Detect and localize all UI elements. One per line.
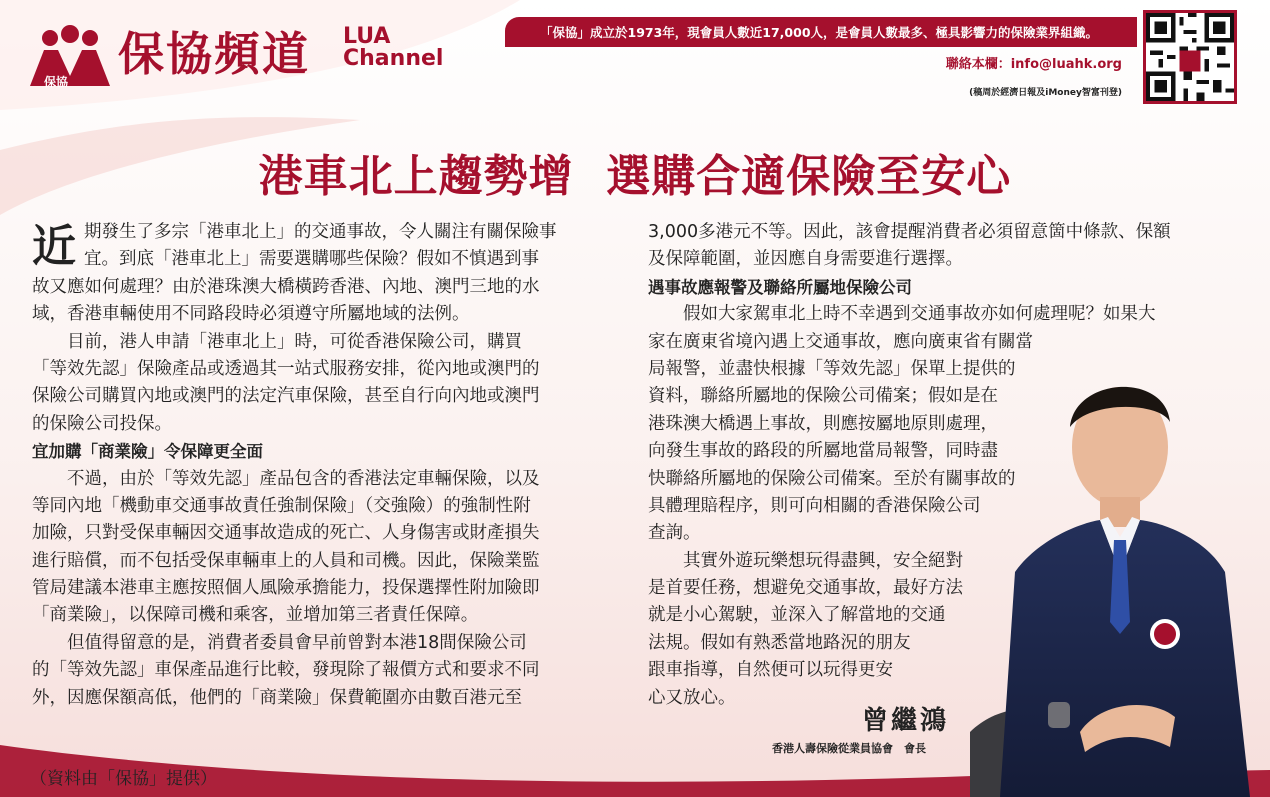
paragraph-line: 管局建議本港車主應按照個人風險承擔能力，投保選擇性附加險即 [32,578,540,599]
paragraph-line: 假如大家駕車北上時不幸遇到交通事故亦如何處理呢？如果大 [683,304,1156,325]
author-name: 曾繼鴻 [862,706,950,736]
paragraph-line: 外，因應保額高低，他們的「商業險」保費範圍亦由數百港元至 [32,687,522,708]
paragraph-line: 故又應如何處理？由於港珠澳大橋橫跨香港、內地、澳門三地的水 [32,276,540,297]
article-column-left [32,219,622,712]
article-headline: 港車北上趨勢增 選購合適保險至安心 [258,151,1012,202]
author-title: 香港人壽保險從業員協會 會長 [772,742,926,755]
paragraph-line: 的「等效先認」車保產品進行比較，發現除了報價方式和要求不同 [32,660,540,681]
drop-cap: 近 [32,221,76,272]
paragraph-line: 加險，只對受保車輛因交通事故造成的死亡、人身傷害或財產損失 [32,523,540,544]
paragraph-line: 快聯絡所屬地的保險公司備案。至於有關事故的 [648,468,1016,489]
paragraph-line: 的保險公司投保。 [32,413,172,434]
lua-logo-icon [28,24,112,90]
paragraph-line: 法規。假如有熟悉當地路況的朋友 [648,632,911,653]
paragraph-line: 等同內地「機動車交通事故責任強制保險」（交強險）的強制性附 [32,495,531,516]
paragraph-line: 家在廣東省境內遇上交通事故，應向廣東省有關當 [648,331,1033,352]
paragraph-line: 具體理賠程序，則可向相關的香港保險公司 [648,495,981,516]
paragraph-line: 「等效先認」保險產品或透過其一站式服務安排，從內地或澳門的 [32,358,540,379]
association-intro: 「保協」成立於1973年，現會員人數近17,000人，是會員人數最多、極具影響力的保險業界組織。 [540,25,1099,40]
paragraph-line: 港珠澳大橋遇上事故，則應按屬地原則處理， [648,413,998,434]
paragraph-line: 期發生了多宗「港車北上」的交通事故，令人關注有關保險事 [84,222,557,242]
paragraph-line: 心又放心。 [648,687,736,708]
paragraph-line: 保險公司購買內地或澳門的法定汽車保險，甚至自行向內地或澳門 [32,386,540,407]
paragraph-line: 是首要任務，想避免交通事故，最好方法 [648,578,963,599]
brand-name-chinese: 保協頻道 [118,27,310,81]
paragraph-line: 進行賠償，而不包括受保車輛車上的人員和司機。因此，保險業監 [32,550,540,571]
brand-name-english [343,26,443,70]
logo-text: 保協 [44,75,69,89]
paragraph-line: 3,000多港元不等。因此，該會提醒消費者必須留意箇中條款、保額 [648,222,1171,242]
paragraph-line: 但值得留意的是，消費者委員會早前曾對本港18間保險公司 [67,632,527,653]
subheading: 遇事故應報警及聯絡所屬地保險公司 [648,277,912,297]
publication-credit: (稿周於經濟日報及iMoney智富刊登) [969,88,1122,98]
paragraph-line: 就是小心駕駛，並深入了解當地的交通 [648,605,946,626]
paragraph-line: 域，香港車輛使用不同路段時必須遵守所屬地域的法例。 [32,304,470,325]
article-column-right [648,219,1240,712]
paragraph-line: 其實外遊玩樂想玩得盡興，安全絕對 [683,550,963,571]
qr-code-icon [1143,10,1237,104]
paragraph-line: 「商業險」，以保障司機和乘客，並增加第三者責任保障。 [32,605,479,626]
paragraph-line: 資料，聯絡所屬地的保險公司備案；假如是在 [648,386,998,407]
subheading: 宜加購「商業險」令保障更全面 [32,442,263,462]
paragraph-line: 跟車指導，自然便可以玩得更安 [648,660,893,681]
brand-en-line2: Channel [343,46,444,71]
source-note: （資料由「保協」提供） [30,769,217,789]
brand-en-line1: LUA [343,24,391,49]
paragraph-line: 向發生事故的路段的所屬地當局報警，同時盡 [648,441,998,462]
contact-email: 聯絡本欄：info@luahk.org [945,57,1122,72]
paragraph-line: 宜。到底「港車北上」需要選購哪些保險？假如不慎遇到事 [84,249,539,270]
paragraph-line: 局報警，並盡快根據「等效先認」保單上提供的 [648,358,1016,379]
paragraph-line: 目前，港人申請「港車北上」時，可從香港保險公司，購買 [67,331,522,352]
paragraph-line: 查詢。 [648,523,701,544]
paragraph-line: 不過，由於「等效先認」產品包含的香港法定車輛保險，以及 [67,468,540,489]
paragraph-line: 及保障範圍，並因應自身需要進行選擇。 [648,249,963,270]
